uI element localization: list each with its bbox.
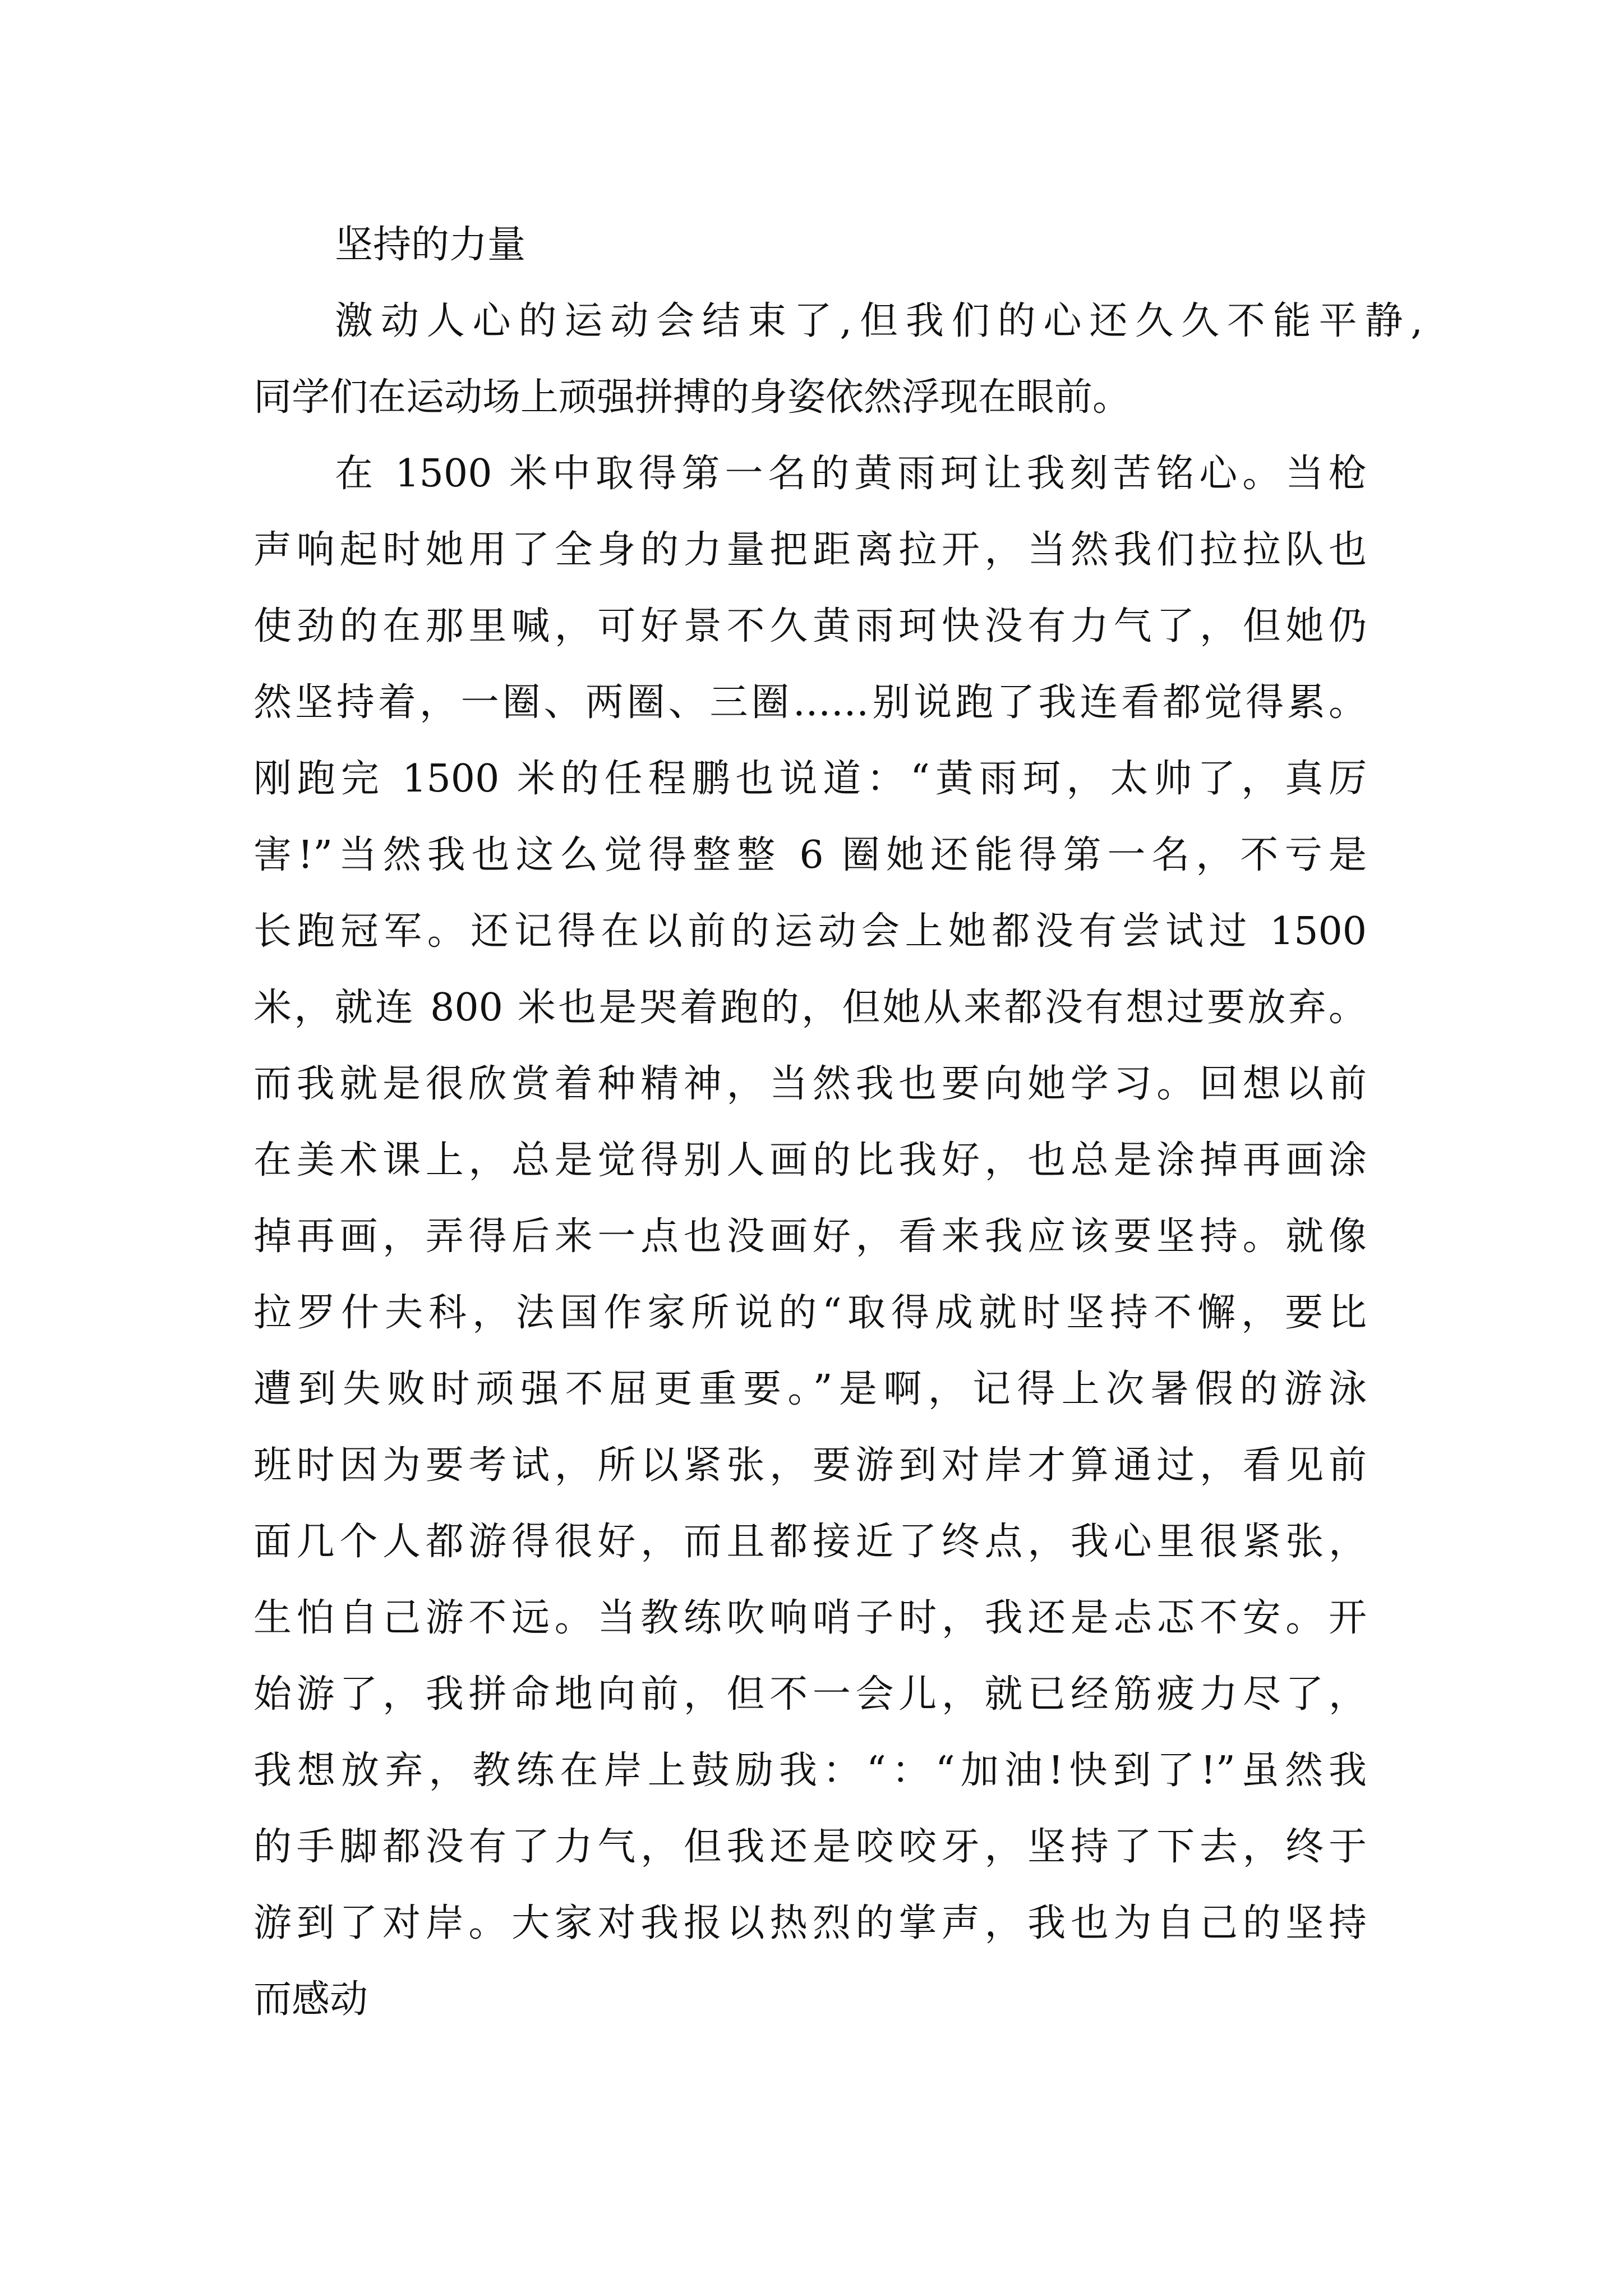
paragraph-2-line-3: 使劲的在那里喊，可好景不久黄雨珂快没有力气了，但她仍 bbox=[253, 604, 1367, 648]
paragraph-2-line-16: 生怕自己游不远。当教练吹响哨子时，我还是忐忑不安。开 bbox=[253, 1596, 1367, 1640]
document-title: 坚持的力量 bbox=[335, 223, 526, 267]
paragraph-2-line-10: 在美术课上，总是觉得别人画的比我好，也总是涂掉再画涂 bbox=[253, 1138, 1367, 1182]
paragraph-2-line-12: 拉罗什夫科，法国作家所说的“取得成就时坚持不懈，要比 bbox=[253, 1291, 1367, 1335]
paragraph-2-line-18: 我想放弃，教练在岸上鼓励我：“：“加油!快到了!”虽然我 bbox=[253, 1749, 1367, 1793]
paragraph-2-line-14: 班时因为要考试，所以紧张，要游到对岸才算通过，看见前 bbox=[253, 1443, 1367, 1488]
paragraph-2-line-21: 而感动 bbox=[253, 1977, 368, 2022]
paragraph-2-line-1: 在 1500 米中取得第一名的黄雨珂让我刻苦铭心。当枪 bbox=[335, 452, 1367, 496]
paragraph-2-line-9: 而我就是很欣赏着种精神，当然我也要向她学习。回想以前 bbox=[253, 1062, 1367, 1106]
paragraph-2-line-5: 刚跑完 1500 米的任程鹏也说道：“黄雨珂，太帅了，真厉 bbox=[253, 757, 1367, 801]
paragraph-2-line-8: 米，就连 800 米也是哭着跑的，但她从来都没有想过要放弃。 bbox=[253, 986, 1367, 1030]
paragraph-2-line-11: 掉再画，弄得后来一点也没画好，看来我应该要坚持。就像 bbox=[253, 1214, 1367, 1259]
paragraph-2-line-2: 声响起时她用了全身的力量把距离拉开，当然我们拉拉队也 bbox=[253, 528, 1367, 572]
paragraph-2-line-15: 面几个人都游得很好，而且都接近了终点，我心里很紧张， bbox=[253, 1520, 1367, 1564]
paragraph-2-line-4: 然坚持着，一圈、两圈、三圈……别说跑了我连看都觉得累。 bbox=[253, 680, 1367, 725]
paragraph-1-line-1: 激动人心的运动会结束了,但我们的心还久久不能平静, bbox=[335, 299, 1423, 343]
paragraph-2-line-17: 始游了，我拼命地向前，但不一会儿，就已经筋疲力尽了， bbox=[253, 1672, 1367, 1717]
paragraph-2-line-19: 的手脚都没有了力气，但我还是咬咬牙，坚持了下去，终于 bbox=[253, 1825, 1367, 1869]
paragraph-2-line-13: 遭到失败时顽强不屈更重要。”是啊，记得上次暑假的游泳 bbox=[253, 1367, 1367, 1411]
paragraph-1-line-2: 同学们在运动场上顽强拼搏的身姿依然浮现在眼前。 bbox=[253, 375, 1131, 420]
paragraph-2-line-20: 游到了对岸。大家对我报以热烈的掌声，我也为自己的坚持 bbox=[253, 1901, 1367, 1945]
paragraph-2-line-6: 害!”当然我也这么觉得整整 6 圈她还能得第一名，不亏是 bbox=[253, 833, 1367, 877]
paragraph-2-line-7: 长跑冠军。还记得在以前的运动会上她都没有尝试过 1500 bbox=[253, 909, 1367, 954]
